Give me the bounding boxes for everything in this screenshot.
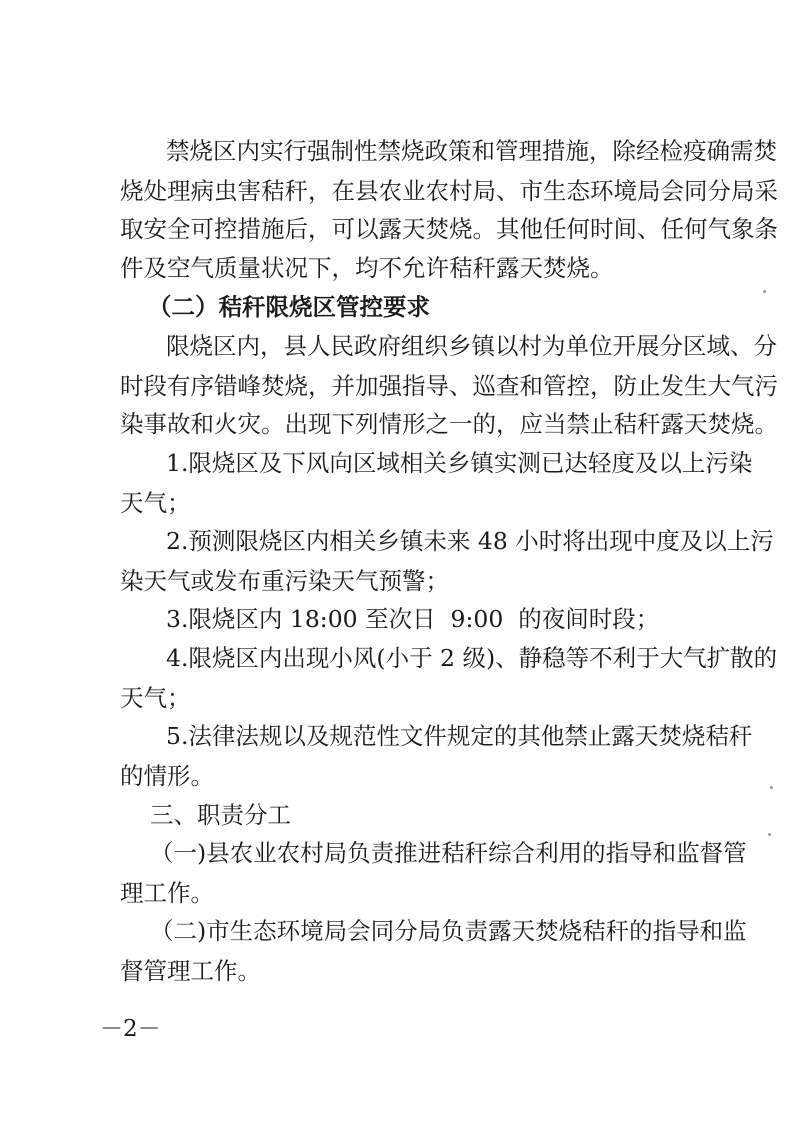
list-item-line: 染天气或发布重污染天气预警； [120, 567, 449, 595]
paragraph-line: 取安全可控措施后，可以露天焚烧。其他任何时间、任何气象条 [120, 215, 778, 243]
scan-speck [763, 290, 766, 293]
paragraph-line: 件及空气质量状况下，均不允许秸秆露天焚烧。 [120, 254, 614, 282]
scan-speck [768, 833, 771, 836]
paragraph-line: 督管理工作。 [120, 957, 261, 985]
list-item-line: 的情形。 [120, 762, 214, 790]
scan-speck [770, 786, 773, 789]
paragraph-line: 禁烧区内实行强制性禁烧政策和管理措施，除经检疫确需焚 [166, 137, 777, 165]
paragraph-line: （一)县农业农村局负责推进秸秆综合利用的指导和监督管 [150, 839, 747, 867]
paragraph-line: （二)市生态环境局会同分局负责露天焚烧秸秆的指导和监 [150, 917, 747, 945]
list-item-line: 1.限烧区及下风向区域相关乡镇实测已达轻度及以上污染 [166, 449, 753, 477]
paragraph-line: 染事故和火灾。出现下列情形之一的，应当禁止秸秆露天焚烧。 [120, 410, 778, 438]
list-item-line: 天气； [120, 489, 191, 517]
paragraph-line: 理工作。 [120, 879, 214, 907]
paragraph-line: 烧处理病虫害秸秆，在县农业农村局、市生态环境局会同分局采 [120, 177, 778, 205]
list-item-line: 4.限烧区内出现小风(小于 2 级)、静稳等不利于大气扩散的 [166, 644, 778, 672]
page-number: －2－ [100, 1016, 161, 1042]
section-subheading: （二）秸秆限烧区管控要求 [148, 293, 430, 321]
list-item-line: 5.法律法规以及规范性文件规定的其他禁止露天焚烧秸秆 [166, 722, 753, 750]
list-item-line: 3.限烧区内 18:00 至次日 9:00 的夜间时段； [166, 605, 660, 633]
list-item-line: 天气； [120, 684, 191, 712]
section-heading: 三、职责分工 [150, 801, 291, 829]
paragraph-line: 限烧区内，县人民政府组织乡镇以村为单位开展分区域、分 [166, 332, 777, 360]
list-item-line: 2.预测限烧区内相关乡镇未来 48 小时将出现中度及以上污 [166, 527, 774, 555]
paragraph-line: 时段有序错峰焚烧，并加强指导、巡查和管控，防止发生大气污 [120, 372, 778, 400]
